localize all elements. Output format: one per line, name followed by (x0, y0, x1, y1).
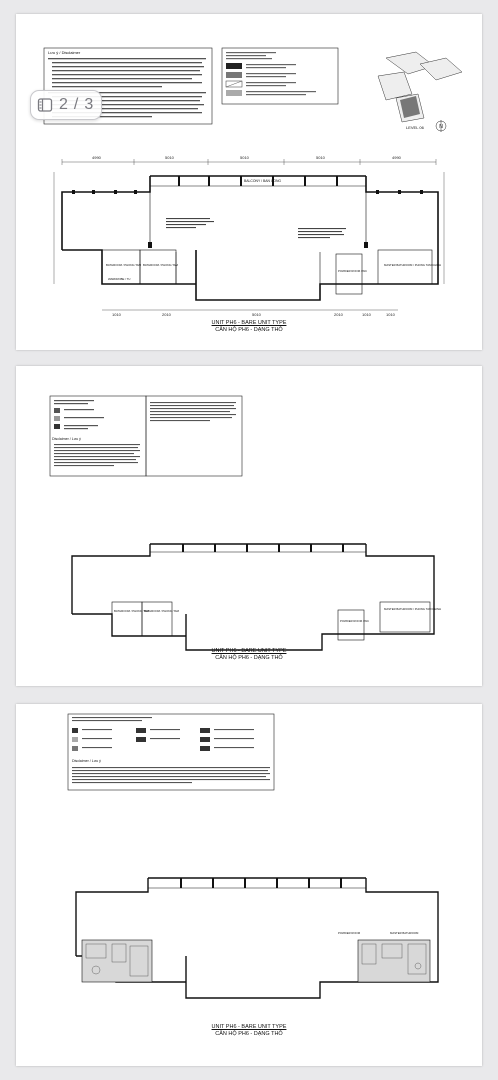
room-label: MASTER BATHROOM / PHONG TAM CHINH (384, 263, 442, 267)
dim-top-1: 4990 (92, 155, 101, 160)
dim-top-5: 4990 (392, 155, 401, 160)
disclaimer-title: Disclaimer / Lưu ý (72, 759, 101, 763)
floor-plan-1 (16, 14, 482, 350)
disclaimer-title: Lưu ý / Disclaimer (48, 50, 81, 55)
level-label: LEVEL 06 (406, 125, 424, 130)
page-indicator[interactable] (30, 90, 102, 120)
plan-caption (16, 648, 482, 662)
plan-caption (16, 320, 482, 334)
plan-caption (16, 1024, 482, 1038)
dim-bottom-4: 2010 (334, 312, 343, 317)
room-label: BATHROOM / PHONG TAM (144, 609, 179, 613)
room-label: BATHROOM / PHONG TAM (143, 263, 178, 267)
document-page-1 (16, 14, 482, 350)
dim-top-4: 5010 (316, 155, 325, 160)
document-page-2 (16, 366, 482, 686)
plan-subtitle: CĂN HỘ PH6 - DẠNG THÔ (215, 1031, 283, 1037)
plan-title: UNIT PH6 - BARE UNIT TYPE (211, 648, 287, 654)
dim-top-2: 5010 (165, 155, 174, 160)
room-label: WARDROBE / TU (108, 277, 131, 281)
balcony-label: BALCONY / BAN CONG (244, 179, 282, 183)
dim-bottom-5: 1010 (362, 312, 371, 317)
room-label: POWDER ROOM (338, 931, 361, 935)
room-label: POWDER ROOM / WC (340, 619, 370, 623)
svg-text:N: N (439, 124, 443, 130)
room-label: MASTER BATHROOM / PHONG TAM CHINH (384, 607, 442, 611)
room-label: BATHROOM / PHONG TAM (106, 263, 141, 267)
pages-icon (37, 97, 53, 113)
current-page: 2 (59, 96, 68, 113)
plan-title: UNIT PH6 - BARE UNIT TYPE (211, 320, 287, 326)
floor-plan-3 (16, 704, 482, 1066)
room-label: POWDER ROOM / WC (338, 269, 368, 273)
total-pages: 3 (84, 96, 94, 113)
room-label: MASTER BATHROOM (390, 931, 419, 935)
room-label: BATHROOM / PHONG TAM (114, 609, 149, 613)
page-separator: / (73, 96, 79, 113)
document-page-3 (16, 704, 482, 1066)
dim-bottom-1: 1010 (112, 312, 121, 317)
dim-bottom-2: 2010 (162, 312, 171, 317)
floor-plan-2 (16, 366, 482, 686)
plan-title: UNIT PH6 - BARE UNIT TYPE (211, 1024, 287, 1030)
disclaimer-title: Disclaimer / Lưu ý (52, 437, 81, 441)
dim-bottom-6: 1010 (386, 312, 395, 317)
dim-top-3: 5010 (240, 155, 249, 160)
plan-subtitle: CĂN HỘ PH6 - DẠNG THÔ (215, 327, 283, 333)
dim-bottom-3: 5010 (252, 312, 261, 317)
plan-subtitle: CĂN HỘ PH6 - DẠNG THÔ (215, 655, 283, 661)
